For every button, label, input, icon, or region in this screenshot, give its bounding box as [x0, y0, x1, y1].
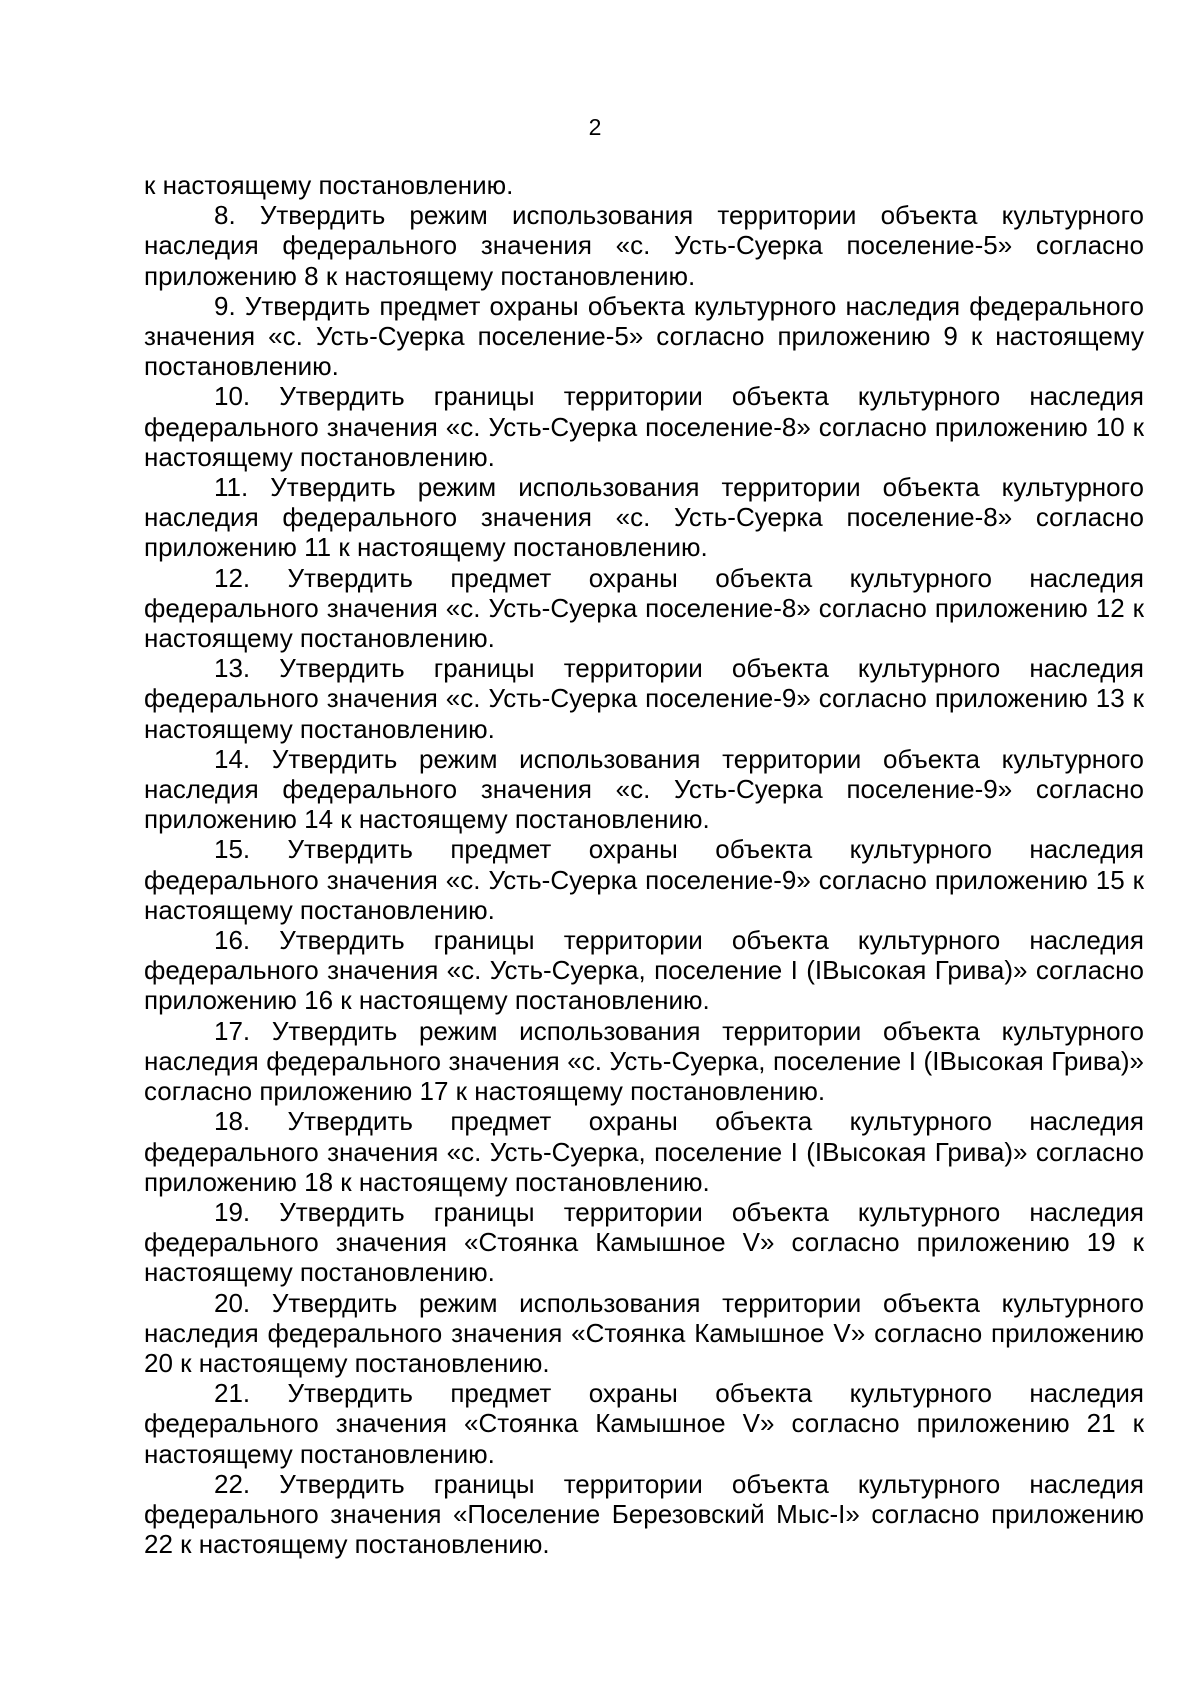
document-body	[144, 170, 1144, 1559]
paragraph-continuation: к настоящему постановлению.	[144, 170, 514, 200]
paragraph-item-16: 16. Утвердить границы территории объекта культурного наследия федерального значения «с. Усть-Суерка, поселение I (IВысокая Грива)» согласно приложению 16 к настоящему постановлению.	[144, 925, 1144, 1016]
paragraph-item-19: 19. Утвердить границы территории объекта культурного наследия федерального значения «Стоянка Камышное V» согласно приложению 19 к настоящему постановлению.	[144, 1196, 1144, 1288]
page-number: 2	[588, 114, 602, 140]
paragraph-item-8: 8. Утвердить режим использования территории объекта культурного наследия федерального значения «с. Усть-Суерка поселение-5» согласно приложению 8 к настоящему постановлению.	[144, 200, 1144, 291]
paragraph-item-9: 9. Утвердить предмет охраны объекта культурного наследия федерального значения «с. Усть-Суерка поселение-5» согласно приложению 9 к настоящему постановлению.	[144, 290, 1144, 382]
paragraph-item-18: 18. Утвердить предмет охраны объекта культурного наследия федерального значения «с. Усть-Суерка, поселение I (IВысокая Грива)» согласно приложению 18 к настоящему постановлению.	[144, 1106, 1144, 1197]
paragraph-item-22: 22. Утвердить границы территории объекта культурного наследия федерального значения «Поселение Березовский Мыс-I» согласно приложению 22 к настоящему постановлению.	[144, 1468, 1144, 1560]
paragraph-item-10: 10. Утвердить границы территории объекта культурного наследия федерального значения «с. Усть-Суерка поселение-8» согласно приложению 10 к настоящему постановлению.	[144, 381, 1144, 472]
paragraph-item-17: 17. Утвердить режим использования территории объекта культурного наследия федерального значения «с. Усть-Суерка, поселение I (IВысокая Грива)» согласно приложению 17 к настоящему постановлению.	[144, 1015, 1144, 1107]
paragraph-item-20: 20. Утвердить режим использования территории объекта культурного наследия федерального значения «Стоянка Камышное V» согласно приложению 20 к настоящему постановлению.	[144, 1287, 1144, 1378]
paragraph-item-13: 13. Утвердить границы территории объекта культурного наследия федерального значения «с. Усть-Суерка поселение-9» согласно приложению 13 к настоящему постановлению.	[144, 653, 1144, 744]
paragraph-item-15: 15. Утвердить предмет охраны объекта культурного наследия федерального значения «с. Усть-Суерка поселение-9» согласно приложению 15 к настоящему постановлению.	[144, 834, 1144, 925]
paragraph-item-21: 21. Утвердить предмет охраны объекта культурного наследия федерального значения «Стоянка Камышное V» согласно приложению 21 к настоящему постановлению.	[144, 1378, 1144, 1469]
paragraph-item-11: 11. Утвердить режим использования территории объекта культурного наследия федерального значения «с. Усть-Суерка поселение-8» согласно приложению 11 к настоящему постановлению.	[144, 472, 1144, 563]
paragraph-item-14: 14. Утвердить режим использования территории объекта культурного наследия федерального значения «с. Усть-Суерка поселение-9» согласно приложению 14 к настоящему постановлению.	[144, 743, 1144, 835]
paragraph-item-12: 12. Утвердить предмет охраны объекта культурного наследия федерального значения «с. Усть-Суерка поселение-8» согласно приложению 12 к настоящему постановлению.	[144, 562, 1144, 654]
